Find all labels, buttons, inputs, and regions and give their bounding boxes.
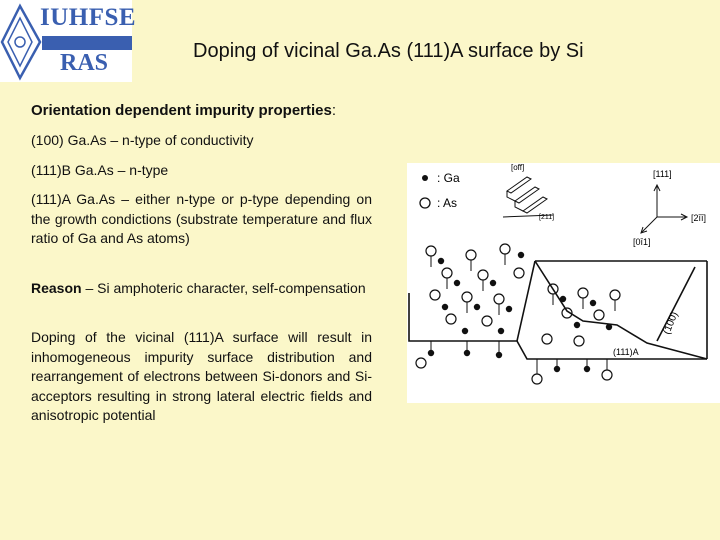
- label-111: [111]: [653, 169, 672, 179]
- legend-ga-dot: [422, 175, 428, 181]
- label-111A: (111)A: [613, 347, 639, 357]
- surface-outline: [409, 261, 707, 359]
- label-off: [off]: [511, 163, 525, 172]
- logo-top-text: IUHFSE: [40, 4, 137, 31]
- heading-colon: :: [331, 102, 337, 119]
- legend-as-circle: [420, 198, 430, 208]
- heading-text: Orientation dependent impurity properties: [31, 102, 332, 119]
- reason-text: – Si amphoteric character, self-compensation: [81, 279, 366, 296]
- slide-title: Doping of vicinal Ga.As (111)A surface by Si: [193, 40, 584, 62]
- paragraph-111b: (111)B Ga.As – n-type: [31, 161, 169, 178]
- logo-bar: [42, 36, 132, 50]
- legend-ga-label: : Ga: [437, 171, 460, 185]
- label-100: (100): [661, 310, 681, 337]
- reason-label: Reason: [31, 279, 82, 296]
- logo-bottom-text: RAS: [60, 50, 109, 76]
- paragraph-conclusion: Doping of the vicinal (111)A surface will result in inhomogeneous impurity surface distribution and rearrangement of electrons between Si-donors and Si-acceptors resulting in strong lateral electric fields and anisotropic potential: [31, 329, 372, 423]
- lattice-atoms: [416, 244, 620, 384]
- axes: [641, 185, 687, 233]
- label-01bar1: [0ī1]: [633, 237, 651, 247]
- crystal-diagram: [407, 163, 720, 403]
- legend-as-label: : As: [437, 196, 458, 210]
- step-sketch: [503, 177, 553, 217]
- crystal-diagram-svg: [407, 163, 720, 403]
- section-heading: [31, 100, 372, 121]
- institute-logo: [0, 0, 137, 82]
- label-211bar: [211]: [539, 214, 555, 221]
- text-column: [31, 100, 372, 436]
- paragraph-reason: [31, 279, 372, 299]
- label-2bar11: [2īī]: [691, 213, 707, 223]
- paragraph-100: (100) Ga.As – n-type of conductivity: [31, 132, 254, 148]
- paragraph-111a: (111)A Ga.As – either n-type or p-type depending on the growth condictions (substrate temperature and flux ratio of Ga and As atoms): [31, 191, 372, 246]
